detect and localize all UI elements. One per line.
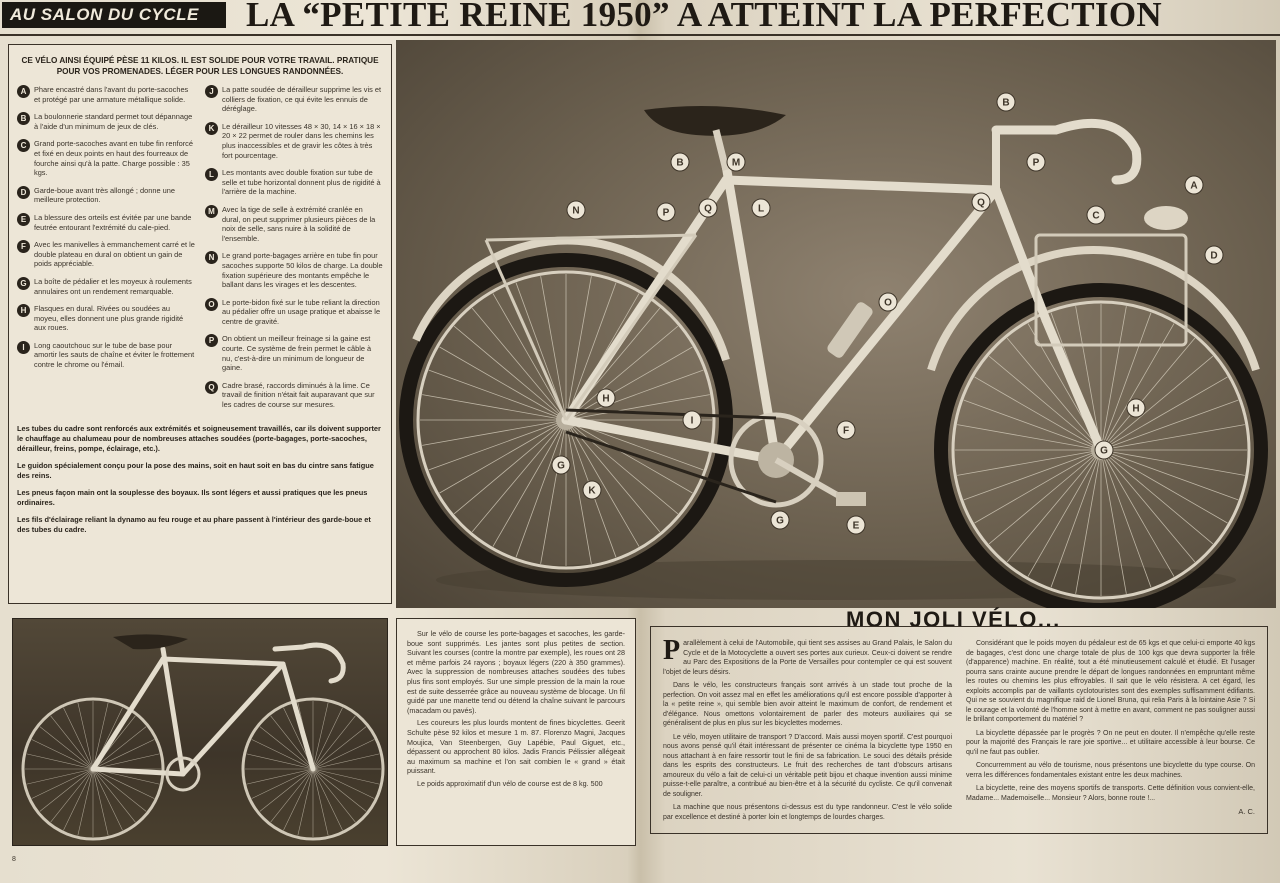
legend-badge: N	[205, 251, 218, 264]
callout-p	[1027, 153, 1045, 171]
legend-text: La boulonnerie standard permet tout dépannage à l'aide d'un minimum de jeux de clés.	[34, 112, 193, 131]
legend-item-c	[17, 139, 195, 177]
legend-item-p	[205, 334, 383, 372]
legend-item-n	[205, 251, 383, 289]
legend-badge: K	[205, 122, 218, 135]
article-lead-text: arallèlement à celui de l'Automobile, qui tient ses assises au Grand Palais, le Salon du Cycle et de la Motocyclette a ouvert ses portes aux curieux. Ceux-ci doivent se rendre au Parc des Expositions de la Porte de Versailles pour contempler ce qui est souvent l'objet de leurs désirs.	[663, 640, 952, 676]
section-rubric: AU SALON DU CYCLE	[2, 2, 226, 28]
callout-e	[847, 516, 865, 534]
legend-text: Long caoutchouc sur le tube de base pour amortir les sauts de chaîne et éviter le frottement contre le chrome ou l'émail.	[34, 340, 195, 370]
legend-item-a	[17, 85, 195, 104]
crank-arm	[776, 460, 846, 500]
svg-text:G: G	[776, 515, 784, 527]
svg-text:A: A	[1190, 180, 1198, 192]
callout-q	[972, 193, 990, 211]
legend-text: Les montants avec double fixation sur tube de selle et tube horizontal donnent plus de rigidité à l'arrière de la machine.	[222, 168, 381, 197]
legend-text: Le dérailleur 10 vitesses 48 × 30, 14 × 16 × 18 × 20 × 22 permet de rouler dans les chemins les plus inaccessibles et de gravir les côtes à très fort pourcentage.	[222, 121, 381, 160]
page-number: 8	[12, 856, 16, 863]
racing-bike-text	[396, 618, 636, 846]
callout-f	[837, 421, 855, 439]
article-column-1	[663, 635, 952, 827]
article-signature: A. C.	[1238, 807, 1255, 816]
callout-q	[699, 199, 717, 217]
svg-text:N: N	[572, 205, 580, 217]
legend-text: La patte soudée de dérailleur supprime les vis et colliers de fixation, ce qui évite les ennuis de déréglage.	[222, 85, 381, 114]
article-lead	[663, 635, 952, 677]
svg-text:C: C	[1092, 210, 1100, 222]
article-paragraph: Concurremment au vélo de tourisme, nous présentons une bicyclette du type course. On verra les différences fondamentales existant entre les deux machines.	[966, 762, 1255, 779]
legend-badge: J	[205, 85, 218, 98]
legend-item-d	[17, 186, 195, 205]
seat-post	[716, 130, 726, 170]
callout-a	[1185, 176, 1203, 194]
legend-badge: G	[17, 277, 30, 290]
legend-badge: I	[17, 341, 30, 354]
legend-badge: L	[205, 168, 218, 181]
legend-badge: D	[17, 186, 30, 199]
article-paragraph: La bicyclette dépassée par le progrès ? On ne peut en douter. Il n'empêche qu'elle reste pour la majorité des Français le rare joie sportive... et utilitaire accessible à leur bourse. Ce qu'il ne faut pas oublier.	[966, 729, 1255, 756]
legend-text: Garde-boue avant très allongé ; donne une meilleure protection.	[34, 185, 175, 205]
svg-text:L: L	[757, 203, 765, 215]
page-headline: LA “PETITE REINE 1950” A ATTEINT LA PERFECTION	[246, 0, 1162, 34]
legend-badge: F	[17, 240, 30, 253]
legend-item-f	[17, 240, 195, 269]
callout-g	[1095, 441, 1113, 459]
callout-o	[879, 293, 897, 311]
legend-badge: C	[17, 139, 30, 152]
svg-text:E: E	[852, 520, 860, 532]
callout-l	[752, 199, 770, 217]
legend-column-right	[205, 85, 383, 418]
legend-text: Avec les manivelles à emmanchement carré et le double plateau en dural on obtient un gain de poids appréciable.	[34, 240, 195, 269]
svg-text:B: B	[676, 157, 684, 169]
racing-paragraph: Les coureurs les plus lourds montent de fines bicyclettes. Geerit Schulte pèse 92 kilos et mesure 1 m. 87. Florenzo Magni, Jacques Moujica, Van Steenbergen, Guy Lapébie, Paul Giguet, etc., dépassent ou approchent 80 kilos. Jadis Francis Pélissier allégeait au maximum sa machine et l'on sait combien le « grand » était puissant.	[407, 718, 625, 776]
callout-p	[657, 203, 675, 221]
racing-bicycle-photo	[12, 618, 388, 846]
callout-m	[727, 153, 745, 171]
svg-text:D: D	[1210, 250, 1218, 262]
callout-n	[567, 201, 585, 219]
racing-spokes	[25, 701, 381, 837]
pedal	[836, 492, 866, 506]
legend-item-j	[205, 85, 383, 114]
svg-text:K: K	[588, 485, 596, 497]
callout-h	[597, 389, 615, 407]
callout-b	[997, 93, 1015, 111]
svg-text:Q: Q	[977, 197, 985, 209]
racing-bicycle-illustration	[13, 619, 388, 846]
svg-text:M: M	[731, 157, 741, 169]
svg-text:G: G	[1100, 445, 1108, 457]
racing-paragraph: Sur le vélo de course les porte-bagages et sacoches, les garde-boue sont supprimés. Les jantes sont plus petites de section. Suivant les courses (contre la montre par exemple), les roues ont 28 et même parfois 24 rayons ; boyaux légers (220 à 350 grammes). Avec la suppression de nombreuses attaches soudées des tubes plus fins sont employés. Sur une simple pression de la main la roue est de suite desserrée grâce au nouveau système de blocage. Un fil guidé par une manette tend ou détend la chaîne suivant le parcours (macadam ou pavés).	[407, 629, 625, 715]
legend-badge: B	[17, 112, 30, 125]
legend-badge: H	[17, 304, 30, 317]
legend-text: Le grand porte-bagages arrière en tube fin pour sacoches supporte 50 kilos de charge. La double fixation supérieure des montants empêche le ballant dans les virages et les descentes.	[222, 251, 383, 290]
svg-text:P: P	[662, 207, 670, 219]
legend-item-l	[205, 168, 383, 197]
legend-text: Grand porte-sacoches avant en tube fin renforcé et fixé en deux points en haut des fourreaux de fourche ainsi qu'à la patte. Charge possible : 35 kgs.	[34, 139, 193, 178]
legend-note: Les fils d'éclairage reliant la dynamo au feu rouge et au phare passent à l'intérieur des garde-boue et des tubes du cadre.	[17, 514, 371, 534]
svg-text:H: H	[1132, 403, 1140, 415]
callout-k	[583, 481, 601, 499]
legend-column-left	[17, 85, 195, 418]
legend-item-o	[205, 298, 383, 327]
legend-intro: CE VÉLO AINSI ÉQUIPÉ PÈSE 11 KILOS. IL EST SOLIDE POUR VOTRE TRAVAIL. PRATIQUE POUR VOS PROMENADES. LÉGER POUR LES LONGUES RANDONNÉES.	[21, 56, 379, 76]
legend-columns	[17, 85, 383, 418]
legend-badge: P	[205, 334, 218, 347]
article-title: MON JOLI VÉLO...	[846, 607, 1061, 632]
legend-note: Les pneus façon main ont la souplesse des boyaux. Ils sont légers et aussi pratiques que les pneus ordinaires.	[17, 487, 368, 507]
article-body	[650, 626, 1268, 834]
legend-text: Phare encastré dans l'avant du porte-sacoches et protégé par une armature métallique solide.	[34, 85, 189, 104]
callout-g	[771, 511, 789, 529]
legend-note: Les tubes du cadre sont renforcés aux extrémités et soigneusement travaillés, car ils doivent supporter le chauffage au chalumeau pour de nombreuses attaches soudées (porte-bagages, porte-sacoches, dérailleur, freins, pompe, éclairage, etc.).	[17, 423, 381, 453]
callout-h	[1127, 399, 1145, 417]
svg-text:P: P	[1032, 157, 1040, 169]
legend-box	[8, 44, 392, 604]
legend-item-b	[17, 112, 195, 131]
legend-note: Le guidon spécialement conçu pour la pose des mains, soit en haut soit en bas du cintre sans fatigue des reins.	[17, 460, 374, 480]
legend-text: Avec la tige de selle à extrémité cranlée en dural, on peut supprimer plusieurs pièces de la noix de selle, sans nuire à la solidité de l'ensemble.	[222, 204, 376, 243]
callout-i	[683, 411, 701, 429]
touring-bicycle-photo	[396, 40, 1276, 608]
racing-frame	[93, 649, 313, 774]
callout-d	[1205, 246, 1223, 264]
legend-text: La boîte de pédalier et les moyeux à roulements annulaires ont un rendement remarquable.	[34, 276, 192, 296]
legend-text: La blessure des orteils est évitée par une bande feutrée entourant l'extrémité du cale-pied.	[34, 212, 192, 232]
racing-paragraph: Le poids approximatif d'un vélo de course est de 8 kg. 500	[417, 778, 603, 788]
svg-text:B: B	[1002, 97, 1010, 109]
legend-item-g	[17, 277, 195, 296]
callout-c	[1087, 206, 1105, 224]
drop-cap: P	[663, 635, 681, 666]
handlebar	[996, 123, 1137, 180]
legend-badge: A	[17, 85, 30, 98]
svg-text:F: F	[842, 425, 850, 437]
header-rule	[0, 34, 1280, 36]
legend-text: On obtient un meilleur freinage si la gaine est courte. Ce système de frein permet le câble à nu, c'est-à-dire un minimum de longueur de gaine.	[222, 334, 372, 373]
legend-badge: O	[205, 298, 218, 311]
svg-text:I: I	[690, 415, 694, 427]
legend-badge: E	[17, 213, 30, 226]
legend-item-m	[205, 205, 383, 243]
legend-item-e	[17, 213, 195, 232]
legend-badge: M	[205, 205, 218, 218]
legend-item-i	[17, 341, 195, 370]
svg-text:O: O	[884, 297, 892, 309]
racing-saddle	[113, 634, 188, 649]
legend-badge: Q	[205, 381, 218, 394]
svg-text:Q: Q	[704, 203, 712, 215]
article-paragraph: Dans le vélo, les constructeurs français sont arrivés à un stade tout proche de la perfection. On voit assez mal en effet les améliorations qu'il est encore possible d'apporter à la « petite reine », qui semble bien avoir atteint le maximum de confort, de rendement et d'élégance. Nous omettons volontairement de parler des moteurs auxiliaires qui se généralisent de plus en plus sur les bicyclettes modernes.	[663, 682, 952, 727]
touring-bicycle-illustration	[396, 40, 1276, 608]
svg-text:G: G	[557, 460, 565, 472]
article-paragraph: Considérant que le poids moyen du pédaleur est de 65 kgs et que celui-ci emporte 40 kgs de bagages, c'est donc une charge totale de plus de 100 kgs que devra supporter la frêle (d'apparence) machine. En réalité, tout a été minutieusement calculé et étudié. Et l'usager pourra sans crainte aucune prendre le départ de longues randonnées en empruntant même les routes ou chemins les plus effroyables. Il sait que le vélo résistera. A cet égard, les exploits accomplis par de vaillants cyclotouristes sont des exemples suffisamment édifiants. Qui ne se souvient du magnifique raid de Lionel Bruna, qui relia Paris à la lointaine Asie ? Si le courage et la volonté de l'homme sont à mettre en avant, comment ne pas souligner aussi le brillant comportement du matériel ?	[966, 640, 1255, 723]
svg-text:H: H	[602, 393, 610, 405]
legend-text: Flasques en dural. Rivées ou soudées au moyeu, elles donnent une plus grande rigidité aux roues.	[34, 304, 184, 333]
legend-text: Cadre brasé, raccords diminués à la lime. Ce travail de finition n'était fait auparavant que sur les cadres de course sur mesures.	[222, 380, 375, 410]
legend-item-h	[17, 304, 195, 333]
article-paragraph: La bicyclette, reine des moyens sportifs de transports. Cette définition vous convient-elle, Madame... Mademoiselle... Monsieur ? Alors, bonne route !...	[966, 785, 1255, 802]
callout-g	[552, 456, 570, 474]
legend-item-k	[205, 122, 383, 160]
article-column-2	[966, 639, 1255, 827]
headlamp	[1144, 206, 1188, 230]
legend-text: Le porte-bidon fixé sur le tube reliant la direction au pédalier offre un usage pratique et abaisse le centre de gravité.	[222, 297, 381, 326]
legend-item-q	[205, 381, 383, 410]
legend-notes	[17, 424, 383, 535]
article-paragraph: Le vélo, moyen utilitaire de transport ? D'accord. Mais aussi moyen sportif. C'est pourquoi nous avons pensé qu'il était intéressant de présenter ce cinéma la bicyclette type 1950 en nous attachant à en faire ressortir tout le fini de sa fabrication. Le souci des détails préside dans les esprits des constructeurs. Le fruit des recherches de tant d'obscurs artisans amoureux du vélo a fait de celui-ci un véritable petit bijou et chaque invention aussi minime puisse-t-elle paraître, a contribué au bien-être et à la sécurité du cycliste. Ce qu'il convenait de souligner.	[663, 733, 952, 798]
callout-b	[671, 153, 689, 171]
article-paragraph: La machine que nous présentons ci-dessus est du type randonneur. C'est le vélo solide par excellence et destiné à porter loin et longtemps de lourdes charges.	[663, 804, 952, 821]
